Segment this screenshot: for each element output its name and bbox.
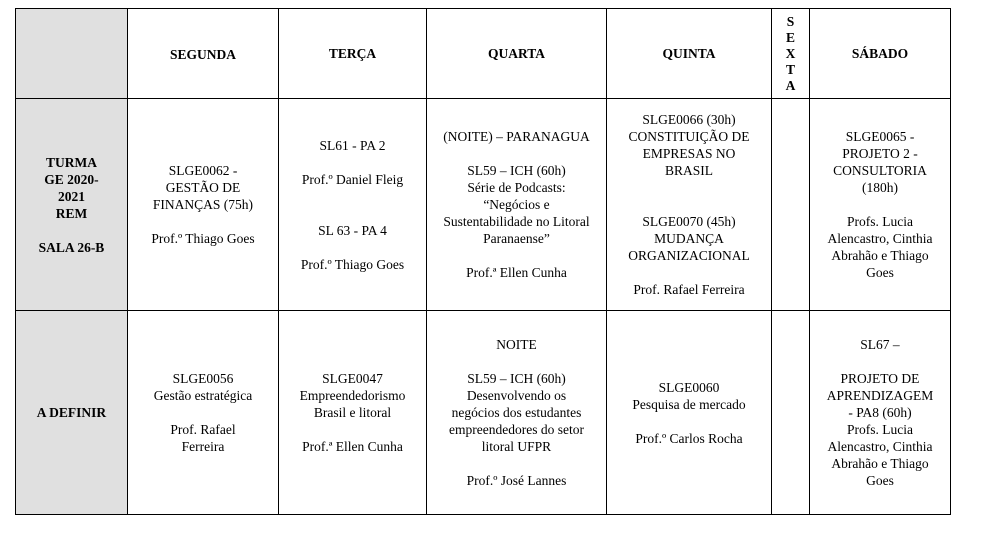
row-label-cell xyxy=(16,99,128,311)
schedule-cell-terca xyxy=(279,311,427,515)
header-sabado: SÁBADO xyxy=(810,9,951,99)
schedule-cell-quarta xyxy=(427,311,607,515)
cell-line xyxy=(427,145,606,162)
schedule-cell-sabado xyxy=(810,311,951,515)
row-label-cell xyxy=(16,311,128,515)
cell-line xyxy=(810,353,950,370)
cell-line: “Negócios e xyxy=(483,197,550,212)
cell-line: APRENDIZAGEM xyxy=(826,388,934,403)
cell-line xyxy=(279,205,426,222)
schedule-cell-terca xyxy=(279,99,427,311)
schedule-cell-sexta xyxy=(772,311,810,515)
cell-line: Prof.º Carlos Rocha xyxy=(635,430,743,446)
cell-line: ORGANIZACIONAL xyxy=(628,248,750,263)
cell-line: CONSTITUIÇÃO DE xyxy=(628,129,750,144)
cell-line xyxy=(279,188,426,205)
header-segunda: SEGUNDA xyxy=(128,9,279,99)
cell-line xyxy=(279,421,426,438)
schedule-cell-sexta xyxy=(772,99,810,311)
cell-line xyxy=(279,239,426,256)
cell-line: Série de Podcasts: xyxy=(467,180,566,195)
cell-line: SLGE0060 xyxy=(658,379,720,395)
cell-line: GESTÃO DE xyxy=(165,180,241,195)
table-row xyxy=(16,311,951,515)
cell-line: Prof. Rafael xyxy=(170,422,236,437)
cell-line: Brasil e litoral xyxy=(313,405,392,420)
cell-line: Prof.º Thiago Goes xyxy=(300,256,405,272)
schedule-cell-segunda xyxy=(128,99,279,311)
cell-line: Goes xyxy=(866,265,894,280)
cell-line xyxy=(427,455,606,472)
cell-line: GE 2020- xyxy=(44,171,99,187)
cell-line: Alencastro, Cinthia xyxy=(827,439,933,454)
schedule-cell-quinta xyxy=(607,99,772,311)
cell-line: Gestão estratégica xyxy=(153,388,253,403)
cell-line: CONSULTORIA xyxy=(833,163,927,178)
cell-line: NOITE xyxy=(496,337,537,352)
cell-line: SL59 – ICH (60h) xyxy=(467,371,566,386)
cell-line: SL67 – xyxy=(860,337,900,352)
cell-line: SL 63 - PA 4 xyxy=(318,222,387,238)
cell-line: BRASIL xyxy=(664,163,713,178)
cell-line: litoral UFPR xyxy=(481,439,552,454)
cell-line: SLGE0070 (45h) xyxy=(642,214,736,229)
cell-line: EMPRESAS NO xyxy=(642,146,736,161)
cell-line: A DEFINIR xyxy=(36,405,107,420)
cell-line xyxy=(128,404,278,421)
header-quarta: QUARTA xyxy=(427,9,607,99)
cell-line xyxy=(128,213,278,230)
cell-line: Prof. Rafael Ferreira xyxy=(633,282,745,297)
corner-cell xyxy=(16,9,128,99)
cell-line: SLGE0066 (30h) xyxy=(642,112,736,127)
cell-line xyxy=(16,222,127,239)
cell-line xyxy=(607,179,771,196)
cell-line xyxy=(607,413,771,430)
cell-line xyxy=(607,196,771,213)
cell-line xyxy=(607,264,771,281)
schedule-table xyxy=(15,8,951,515)
cell-line: negócios dos estudantes xyxy=(451,405,582,420)
cell-line xyxy=(279,154,426,171)
schedule-cell-segunda xyxy=(128,311,279,515)
cell-line: SLGE0056 xyxy=(172,371,234,386)
cell-line: SALA 26-B xyxy=(38,239,105,255)
cell-line: MUDANÇA xyxy=(654,231,724,246)
cell-line: Desenvolvendo os xyxy=(466,388,567,403)
cell-line: SLGE0065 - xyxy=(845,129,915,144)
cell-line: Goes xyxy=(866,473,894,488)
cell-line: TURMA xyxy=(46,154,97,170)
cell-line: - PA8 (60h) xyxy=(848,405,912,420)
schedule-cell-quarta xyxy=(427,99,607,311)
header-sexta-label: SEXTA xyxy=(785,13,796,93)
cell-line: Prof.ª Ellen Cunha xyxy=(302,439,403,454)
header-terca: TERÇA xyxy=(279,9,427,99)
schedule-cell-sabado xyxy=(810,99,951,311)
cell-line: Sustentabilidade no Litoral xyxy=(443,214,590,229)
cell-line: PROJETO DE xyxy=(840,371,920,386)
header-quinta: QUINTA xyxy=(607,9,772,99)
cell-line xyxy=(810,196,950,213)
cell-line: Paranaense” xyxy=(483,231,550,246)
cell-line: SL59 – ICH (60h) xyxy=(467,163,566,178)
cell-line xyxy=(427,247,606,264)
cell-line: PROJETO 2 - xyxy=(842,146,918,161)
cell-line xyxy=(427,353,606,370)
header-row xyxy=(16,9,951,99)
cell-line: REM xyxy=(55,205,88,221)
header-sexta xyxy=(772,9,810,99)
cell-line: Profs. Lucia xyxy=(847,214,913,229)
cell-line: Prof.º Thiago Goes xyxy=(151,231,255,246)
cell-line: Profs. Lucia xyxy=(847,422,913,437)
cell-line: (NOITE) – PARANAGUA xyxy=(443,129,590,144)
cell-line: Abrahão e Thiago xyxy=(831,456,929,471)
cell-line: FINANÇAS (75h) xyxy=(152,197,254,212)
cell-line: Alencastro, Cinthia xyxy=(827,231,933,246)
cell-line: Empreendedorismo xyxy=(299,388,406,403)
cell-line: (180h) xyxy=(862,180,898,195)
cell-line: Abrahão e Thiago xyxy=(831,248,929,263)
cell-line: Ferreira xyxy=(181,439,225,454)
cell-line: Prof.º Daniel Fleig xyxy=(301,171,404,187)
schedule-cell-quinta xyxy=(607,311,772,515)
cell-line: SLGE0062 - xyxy=(168,163,238,178)
cell-line: Pesquisa de mercado xyxy=(632,396,746,412)
table-row xyxy=(16,99,951,311)
cell-line: SLGE0047 xyxy=(322,371,383,386)
cell-line: Prof.º José Lannes xyxy=(466,473,567,488)
cell-line: SL61 - PA 2 xyxy=(319,137,386,153)
cell-line: empreendedores do setor xyxy=(449,422,584,437)
cell-line: Prof.ª Ellen Cunha xyxy=(466,265,567,280)
cell-line: 2021 xyxy=(58,188,85,204)
